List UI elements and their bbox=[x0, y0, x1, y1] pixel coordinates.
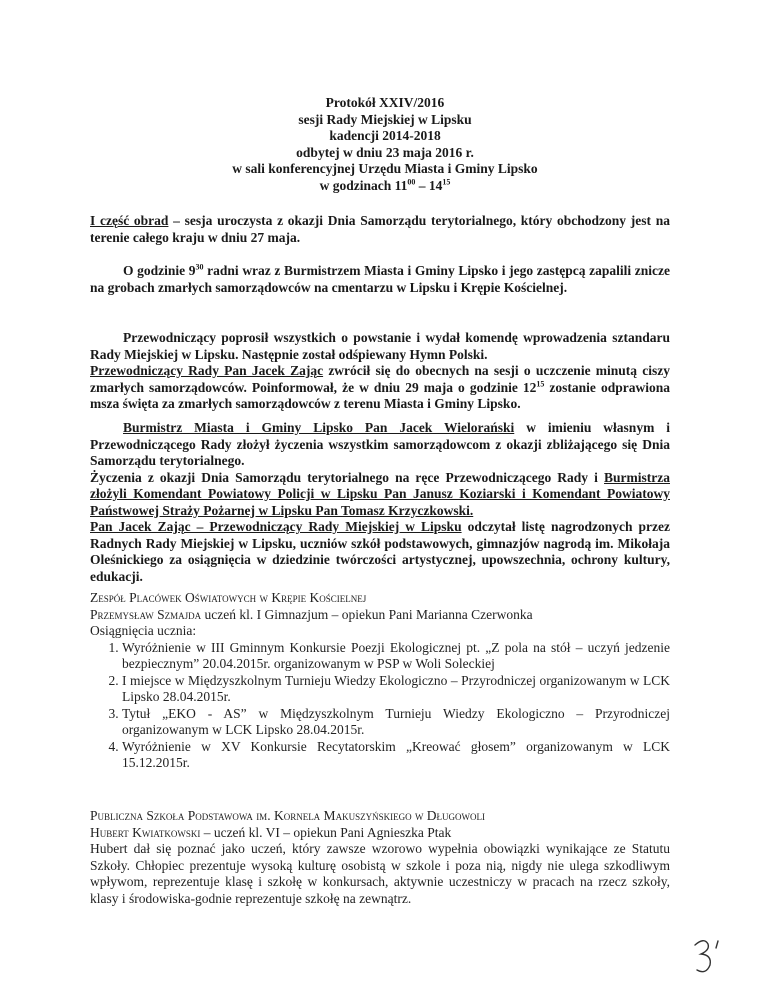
place-line: w sali konferencyjnej Urzędu Miasta i Gminy Lipsko bbox=[232, 161, 538, 176]
intro-label: I część obrad bbox=[90, 213, 169, 228]
mayor-name: Burmistrz Miasta i Gminy Lipsko Pan Jacek Wielorański bbox=[123, 420, 515, 435]
paragraph-candles: O godzinie $9^{30}$ radni wraz z Burmistrzem Miasta i Gminy Lipsko i jego zastępcą zapalili znicze na grobach zmarłych samorządowców na cmentarzu w Lipsku i Krępie Kościelnej. bbox=[90, 262, 670, 295]
chairman-name: Przewodniczący Rady Pan Jacek Zając bbox=[90, 363, 324, 378]
student-line-1: Przemysław Szmajda uczeń kl. I Gimnazjum – opiekun Pani Marianna Czerwonka bbox=[90, 606, 533, 622]
paragraph-anthem: Przewodniczący poprosił wszystkich o powstanie i wydał komendę wprowadzenia sztandaru Rady Miejskiej w Lipsku. Następnie został odśpiewany Hymn Polski. Przewodniczący Rady Pan Jacek Zając zwrócił się do obecnych na sesji o uczczenie minutą ciszy zmarłych samorządowców. Poinformował, że w dniu 29 maja o godzinie $12^{15}$ zostanie odprawiona msza święta za zmarłych samorządowców z terenu Miasta i Gminy Lipsko. bbox=[90, 330, 670, 411]
protocol-title: Protokół XXIV/2016 bbox=[325, 95, 445, 110]
list-item: 1. Wyróżnienie w III Gminnym Konkursie Poezji Ekologicznej pt. „Z pola na stół – uczyń jedzenie bezpiecznym” 20.04.2015r. organizowanym w PSP w Woli Soleckiej bbox=[122, 640, 670, 673]
list-item: 2. I miejsce w Międzyszkolnym Turnieju Wiedzy Ekologiczno – Przyrodniczej organizowanym w LCK Lipsko 28.04.2015r. bbox=[122, 673, 670, 706]
protocol-header bbox=[90, 95, 680, 194]
school-name-1: Zespół Placówek Oświatowych w Krępie Kościelnej bbox=[90, 590, 367, 605]
handwritten-mark-icon bbox=[690, 935, 730, 980]
section-krepa bbox=[90, 590, 670, 772]
achievements-label: Osiągnięcia ucznia: bbox=[90, 623, 197, 638]
student-description: Hubert dał się poznać jako uczeń, który zawsze wzorowo wypełnia obowiązki wynikające ze Statutu Szkoły. Chłopiec prezentuje wysoką kulturę osobistą w szkole i poza nią, nigdy nie ulega szkodliwym wpływom, reprezentuje klasę i szkołę w konkursach, aktywnie uczestniczy w pracach na rzecz szkoły, klasy i środowiska-godnie reprezentuje szkołę na zewnątrz. bbox=[90, 841, 670, 906]
section-dlugowola bbox=[90, 808, 670, 907]
intro-paragraph: I część obrad – sesja uroczysta z okazji Dnia Samorządu terytorialnego, który obchodzony jest na terenie całego kraju w dniu 27 maja. bbox=[90, 213, 670, 245]
time-line: w godzinach $11^{00} - 14^{15}$ bbox=[319, 177, 451, 193]
date-line: odbytej w dniu 23 maja 2016 r. bbox=[296, 144, 474, 160]
list-item: 4. Wyróżnienie w XV Konkursie Recytatorskim „Kreować głosem” organizowanym w LCK 15.12.2015r. bbox=[122, 739, 670, 772]
school-name-2: Publiczna Szkoła Podstawowa im. Kornela Makuszyńskiego w Długowoli bbox=[90, 808, 486, 823]
paragraph-wishes: Burmistrz Miasta i Gminy Lipsko Pan Jacek Wielorański w imieniu własnym i Przewodniczącego Rady złożył życzenia wszystkim samorządowcom z okazji zbliżającego się Dnia Samorządu terytorialnego. Życzenia z okazji Dnia Samorządu terytorialnego na ręce Przewodniczącego Rady i Burmistrza złożyli Komendant Powiatowy Policji w Lipsku Pan Janusz Koziarski i Komendant Powiatowy Państwowej Straży Pożarnej w Lipsku Pan Tomasz Krzyczkowski. Pan Jacek Zając – Przewodniczący Rady Miejskiej w Lipsku odczytał listę nagrodzonych przez Radnych Rady Miejskiej w Lipsku, uczniów szkół podstawowych, gimnazjów nagrodą im. Mikołaja Oleśnickiego za osiągnięcia w dziedzinie twórczości artystycznej, upowszechnia, ochrony kultury, edukacji. bbox=[90, 420, 670, 584]
chairman-title: Pan Jacek Zając – Przewodniczący Rady Miejskiej w Lipsku bbox=[90, 519, 462, 534]
handwritten-page-mark bbox=[690, 935, 730, 985]
achievements-list bbox=[90, 640, 670, 772]
term-line: kadencji 2014-2018 bbox=[329, 128, 441, 143]
student-line-2: Hubert Kwiatkowski – uczeń kl. VI – opiekun Pani Agnieszka Ptak bbox=[90, 824, 452, 840]
list-item: 3. Tytuł „EKO - AS” w Międzyszkolnym Turnieju Wiedzy Ekologiczno – Przyrodniczej organizowanym w LCK Lipsko 28.04.2015r. bbox=[122, 706, 670, 739]
session-line: sesji Rady Miejskiej w Lipsku bbox=[298, 111, 472, 127]
